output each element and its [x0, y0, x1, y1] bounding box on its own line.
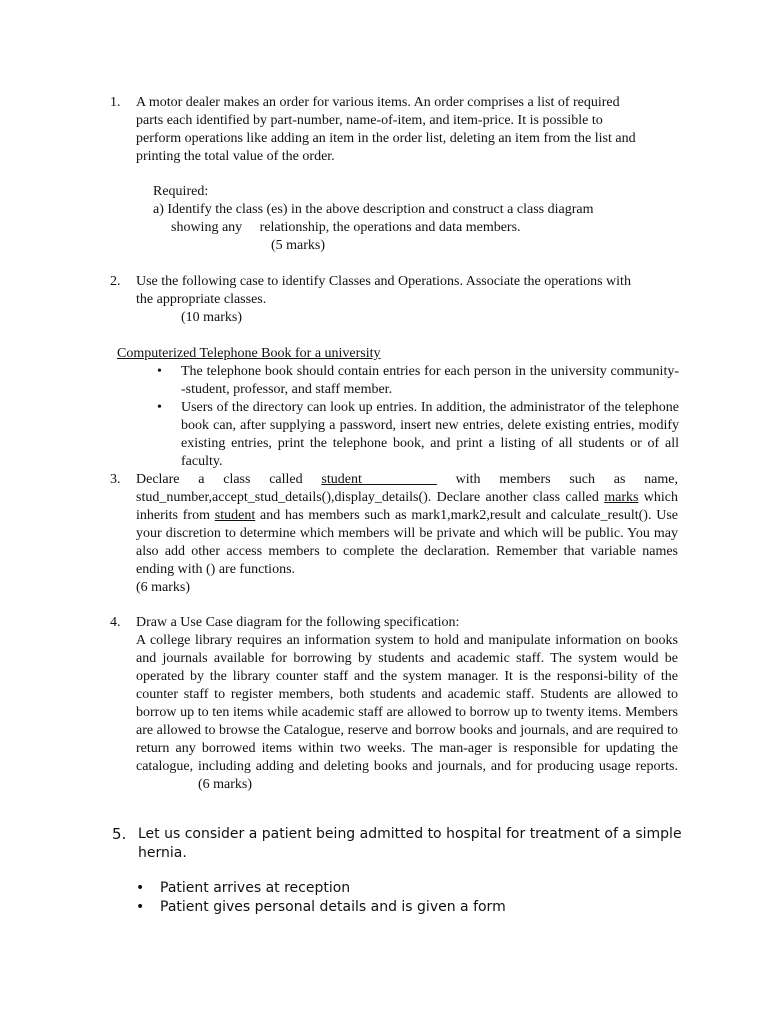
list-item — [134, 879, 658, 898]
marks-label: (6 marks) — [198, 777, 253, 792]
text-run: with members such as name, stud_number,accept_stud_details(),display_details(). Declare another class called — [136, 472, 678, 505]
question-number: 5. — [112, 825, 127, 843]
list-item — [134, 898, 658, 917]
bullet-icon: • — [136, 899, 145, 915]
question-3-paragraph — [136, 471, 678, 579]
text-line: hernia. — [138, 845, 187, 861]
required-label: Required: — [153, 184, 209, 199]
case-title — [117, 345, 381, 363]
bullet-icon: • — [136, 880, 145, 896]
text-run: and has members such as mark1,mark2,result and calculate_result(). Use your discretion to determine which members will be private and which will be public. You may also add other access members to complete the declaration. Remember that variable names ending with () are functions. — [136, 508, 678, 577]
bullet-icon: • — [157, 364, 162, 379]
question-5-text — [138, 825, 682, 863]
question-5-bullet-list — [134, 879, 658, 917]
part-a-line: showing any relationship, the operations and data members. — [171, 220, 521, 235]
text-line: the appropriate classes. — [136, 292, 267, 307]
list-item-text: The telephone book should contain entries for each person in the university community--student, professor, and staff member. — [181, 364, 679, 397]
text-line: Let us consider a patient being admitted to hospital for treatment of a simple — [138, 826, 682, 842]
text-run: Declare a class called — [136, 472, 322, 487]
list-item — [155, 399, 679, 471]
bullet-icon: • — [157, 400, 162, 415]
question-4 — [110, 614, 678, 794]
text-line: Use the following case to identify Classes and Operations. Associate the operations with — [136, 274, 631, 289]
marks-label: (5 marks) — [271, 238, 326, 253]
question-4-text — [136, 614, 678, 794]
marks-label: (6 marks) — [136, 580, 191, 595]
question-number: 2. — [110, 274, 121, 289]
question-1-text — [136, 94, 680, 166]
text-line: A motor dealer makes an order for various items. An order comprises a list of required — [136, 95, 620, 110]
question-number: 4. — [110, 615, 121, 630]
question-2 — [110, 273, 680, 327]
text-run: which inherits from — [136, 490, 679, 523]
question-3 — [110, 471, 678, 597]
case-bullet-list — [155, 363, 679, 471]
question-number: 1. — [110, 95, 121, 110]
list-item-text: Patient arrives at reception — [160, 880, 351, 896]
class-name-marks: marks — [604, 490, 639, 505]
question-1 — [110, 94, 680, 166]
text-line: printing the total value of the order. — [136, 149, 335, 164]
class-name-student: student — [214, 508, 256, 523]
question-3-text — [136, 471, 678, 597]
text-line: perform operations like adding an item in the order list, deleting an item from the list and — [136, 131, 636, 146]
question-2-text — [136, 273, 680, 327]
question-4-paragraph — [136, 632, 678, 794]
text-run: A college library requires an information system to hold and manipulate information on books and journals available for borrowing by students and academic staff. The system would be operated by the library counter staff and the system manager. It is the responsi-bility of the counter staff to register members, both students and academic staff. Students are allowed to borrow up to ten items while academic staff are allowed to borrow up to twenty items. Members are allowed to browse the Catalogue, reserve and borrow books and journals, and are required to return any borrowed items within two weeks. The man-ager is responsible for updating the catalogue, including adding and deleting books and journals, and for producing usage reports. — [136, 633, 678, 774]
question-4-intro: Draw a Use Case diagram for the following specification: — [136, 615, 460, 630]
question-number: 3. — [110, 472, 121, 487]
class-name-student: student — [321, 472, 437, 487]
marks-label: (10 marks) — [181, 310, 243, 325]
question-1-required — [153, 183, 673, 255]
list-item-text: Patient gives personal details and is given a form — [160, 899, 506, 915]
part-a-line: a) Identify the class (es) in the above description and construct a class diagram — [153, 202, 594, 217]
list-item-text: Users of the directory can look up entries. In addition, the administrator of the telephone book can, after supplying a password, insert new entries, delete existing entries, modify existing entries, print the telephone book, and print a listing of all students or of all faculty. — [181, 400, 679, 469]
text-line: parts each identified by part-number, name-of-item, and item-price. It is possible to — [136, 113, 603, 128]
case-title-text: Computerized Telephone Book for a university — [117, 346, 381, 361]
question-5 — [112, 825, 682, 863]
list-item — [155, 363, 679, 399]
